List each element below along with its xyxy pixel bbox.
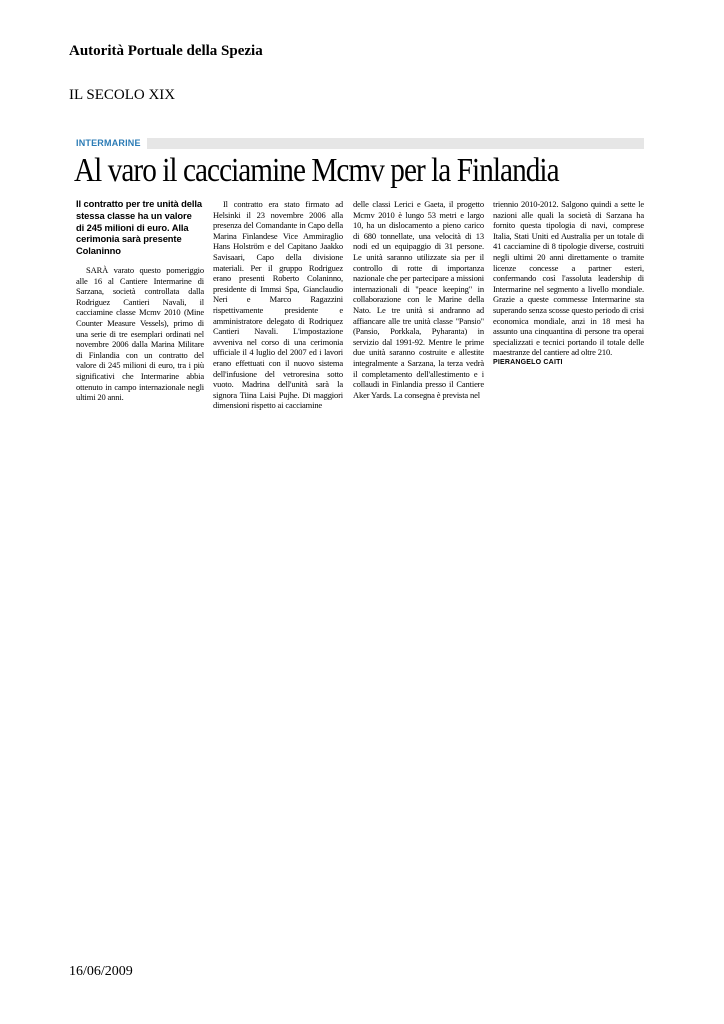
- column-4-text: triennio 2010-2012. Salgono quindi a sette le nazioni alle quali la società di Sarzana ha fornito questa tipologia di navi, comprese Italia, Stati Uniti ed Australia per un totale di 41 cacciamine di 8 tipologie diverse, costruiti negli ultimi 20 anni direttamente o tramite licenze concesse a partner esteri, confermando così l'assoluta leadership di Intermarine nel segmento a livello mondiale. Grazie a queste commesse Intermarine sta superando senza scosse questo periodo di crisi economica mondiale, anzi in 18 mesi ha assunto una cinquantina di persone tra operai specializzati e tecnici portando il totale delle maestranze del cantiere ad oltre 210.: [493, 199, 644, 358]
- column-2-text: Il contratto era stato firmato ad Helsinki il 23 novembre 2006 alla presenza del Comandante in Capo della Marina Finlandese Vice Ammiraglio Hans Holström e del Capitano Jaakko Savisaari, Capo della divisione materiali. Per il gruppo Rodriguez erano presenti Roberto Colaninno, presidente di Immsi Spa, Gianclaudio Neri e Marco Ragazzini rispettivamente presidente e amministratore delegato di Rodriquez Cantieri Navali. L'impostazione avveniva nel corso di una cerimonia ufficiale il 4 luglio del 2007 ed i lavori erano effettuati con il nuovo sistema dell'infusione del vetroresina sotto vuoto. Madrina dell'unità sarà la signora Tiina Laisi Pujhe. Di maggiori dimensioni rispetto ai cacciamine: [213, 199, 343, 411]
- article-column-2: [213, 199, 343, 411]
- footer-date: 16/06/2009: [69, 964, 133, 979]
- section-label: INTERMARINE: [76, 138, 147, 149]
- article-summary: Il contratto per tre unità della stessa classe ha un valore di 245 milioni di euro. Alla cerimonia sarà presente Colaninno: [76, 198, 202, 257]
- article-column-4: [493, 199, 644, 369]
- column-1-text: SARÀ varato questo pomeriggio alle 16 al Cantiere Intermarine di Sarzana, società controllata dalla Rodriguez Cantieri Navali, il cacciamine classe Mcmv 2010 (Mine Counter Measure Vessels), primo di una serie di tre esemplari ordinati nel novembre 2006 dalla Marina Militare di Finlandia con un contratto del valore di 245 milioni di euro, tra i più significativi che Intermarine abbia ottenuto in campo internazionale negli ultimi 20 anni.: [76, 265, 204, 403]
- publication-name: IL SECOLO XIX: [69, 87, 176, 103]
- section-bar: [76, 138, 644, 149]
- article-headline: Al varo il cacciamine Mcmv per la Finlandia: [74, 152, 559, 189]
- organization-title: Autorità Portuale della Spezia: [69, 43, 263, 59]
- article-column-3: [353, 199, 484, 400]
- article-byline: PIERANGELO CAITI: [493, 358, 563, 366]
- column-3-text: delle classi Lerici e Gaeta, il progetto Mcmv 2010 è lungo 53 metri e largo 10, ha un dislocamento a pieno carico di 680 tonnellate, una velocità di 13 nodi ed un equipaggio di 31 persone. Le unità saranno utilizzate sia per il controllo di rotte di importanza nazionale che per partecipare a missioni internazionali di "peace keeping" in collaborazione con le Marine della Nato. Le tre unità si andranno ad affiancare alle tre unità classe "Pansio" (Pansio, Porkkala, Pyharanta) in servizio dal 1991-92. Mentre le prime due unità saranno costruite e allestite integralmente a Sarzana, la terza vedrà il completamento dell'allestimento e i collaudi in Finlandia presso il Cantiere Aker Yards. La consegna è prevista nel: [353, 199, 484, 400]
- article-column-1: [76, 265, 204, 403]
